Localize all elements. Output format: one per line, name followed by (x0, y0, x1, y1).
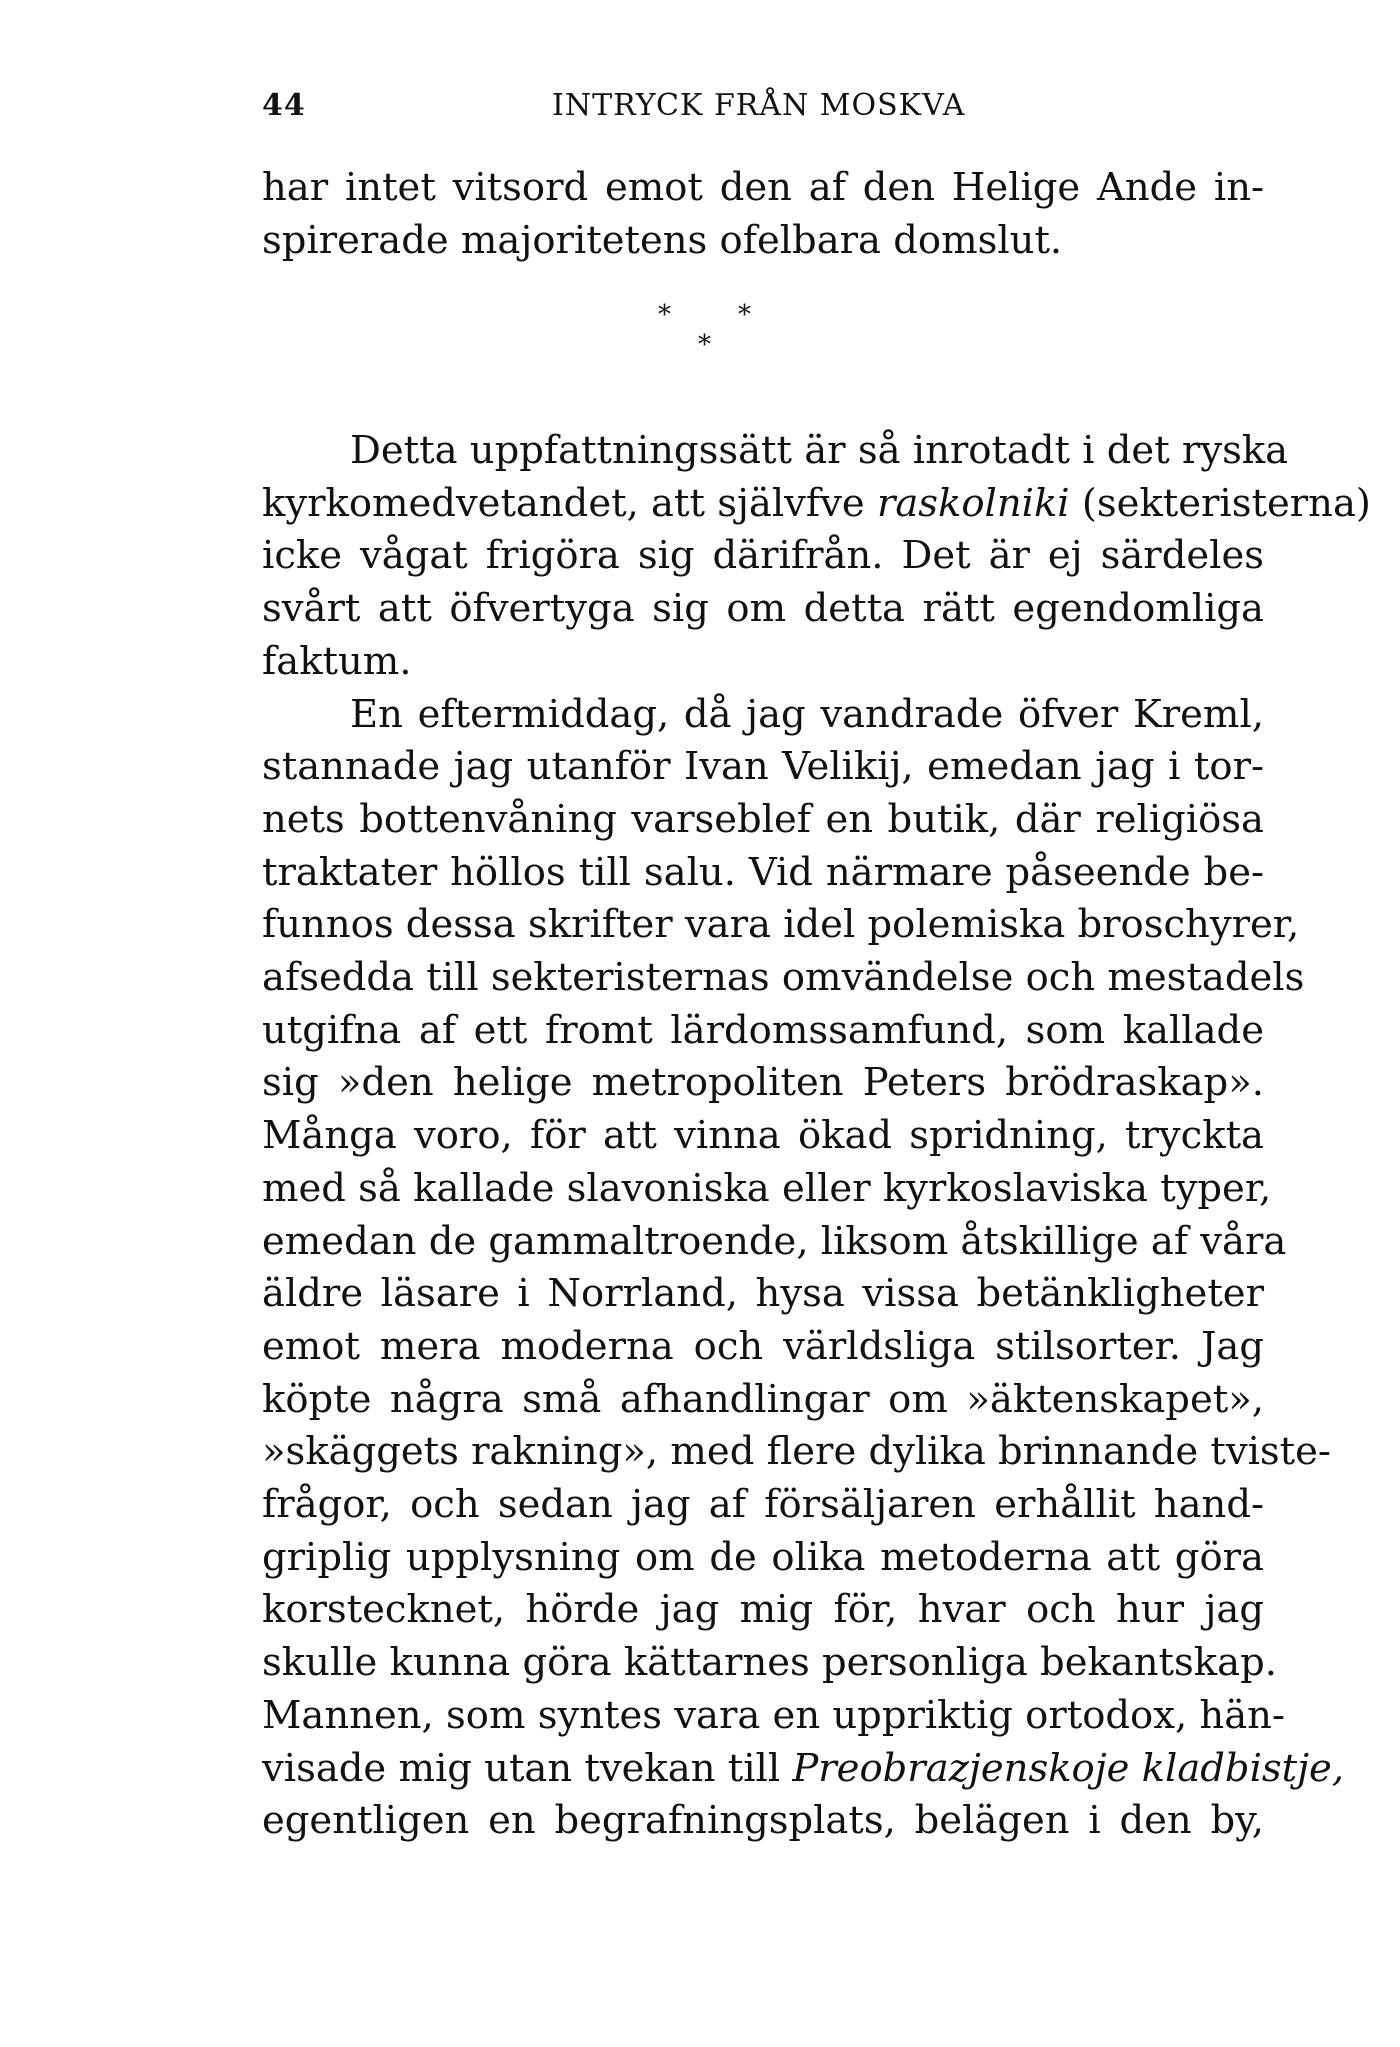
continued-paragraph (262, 162, 1264, 267)
body-text (262, 425, 1371, 1848)
text-line: nets bottenvåning varseblef en butik, där religiösa (262, 796, 1264, 842)
text-line (262, 1743, 1345, 1796)
text-line: stannade jag utanför Ivan Velikij, emedan jag i tor- (262, 744, 1264, 790)
text-line: egentligen en begrafningsplats, belägen i den by, (262, 1798, 1264, 1844)
text-line: traktater höllos till salu. Vid närmare påseende be- (262, 849, 1264, 895)
section-break-asterism (640, 300, 760, 380)
running-head (262, 88, 1264, 138)
text-line: Detta uppfattningssätt är så inrotadt i det ryska (350, 428, 1289, 473)
text-line: äldre läsare i Norrland, hysa vissa betänkligheter (262, 1271, 1264, 1317)
page-number: 44 (262, 88, 306, 123)
text-line: sig »den helige metropoliten Peters brödraskap». (262, 1060, 1264, 1106)
text-line: Många voro, för att vinna ökad spridning, tryckta (262, 1113, 1264, 1159)
text-line: »skäggets rakning», med flere dylika brinnande tviste- (262, 1429, 1331, 1475)
text-line: utgifna af ett fromt lärdomssamfund, som kallade (262, 1007, 1264, 1053)
italic-term: raskolniki (876, 480, 1070, 526)
text-line: har intet vitsord emot den af den Helige Ande in- (262, 165, 1264, 210)
text-line: frågor, och sedan jag af försäljaren erhållit hand- (262, 1482, 1264, 1528)
asterisk: * (738, 300, 751, 330)
text-line: emot mera moderna och världsliga stilsorter. Jag (262, 1323, 1264, 1369)
italic-place-name: Preobrazjenskoje kladbistje, (792, 1745, 1345, 1791)
text-line: korstecknet, hörde jag mig för, hvar och hur jag (262, 1587, 1264, 1633)
text-line: faktum. (262, 638, 412, 684)
text-line: icke vågat frigöra sig därifrån. Det är ej särdeles (262, 533, 1264, 579)
text-line: En eftermiddag, då jag vandrade öfver Kreml, (350, 691, 1264, 737)
text-line: köpte några små afhandlingar om »äktenskapet», (262, 1376, 1264, 1422)
asterisk: * (698, 330, 711, 360)
text-line: afsedda till sekteristernas omvändelse och mestadels (262, 955, 1305, 1001)
text-line: svårt att öfvertyga sig om detta rätt egendomliga (262, 586, 1264, 632)
asterisk: * (658, 300, 671, 330)
text-line: skulle kunna göra kättarnes personliga bekantskap. (262, 1640, 1277, 1686)
text-segment: visade mig utan tvekan till (262, 1745, 793, 1791)
text-line (262, 478, 1371, 531)
text-segment: kyrkomedvetandet, att självfve (262, 480, 877, 526)
running-title: INTRYCK FRÅN MOSKVA (552, 88, 966, 123)
text-segment: (sekteristerna) (1069, 480, 1371, 526)
text-line: funnos dessa skrifter vara idel polemiska broschyrer, (262, 902, 1300, 948)
text-line: Mannen, som syntes vara en uppriktig ortodox, hän- (262, 1692, 1285, 1738)
text-line: spirerade majoritetens ofelbara domslut. (262, 217, 1063, 263)
text-line: griplig upplysning om de olika metoderna att göra (262, 1534, 1264, 1580)
text-line: emedan de gammaltroende, liksom åtskillige af våra (262, 1218, 1287, 1264)
text-line: med så kallade slavoniska eller kyrkoslaviska typer, (262, 1165, 1272, 1211)
